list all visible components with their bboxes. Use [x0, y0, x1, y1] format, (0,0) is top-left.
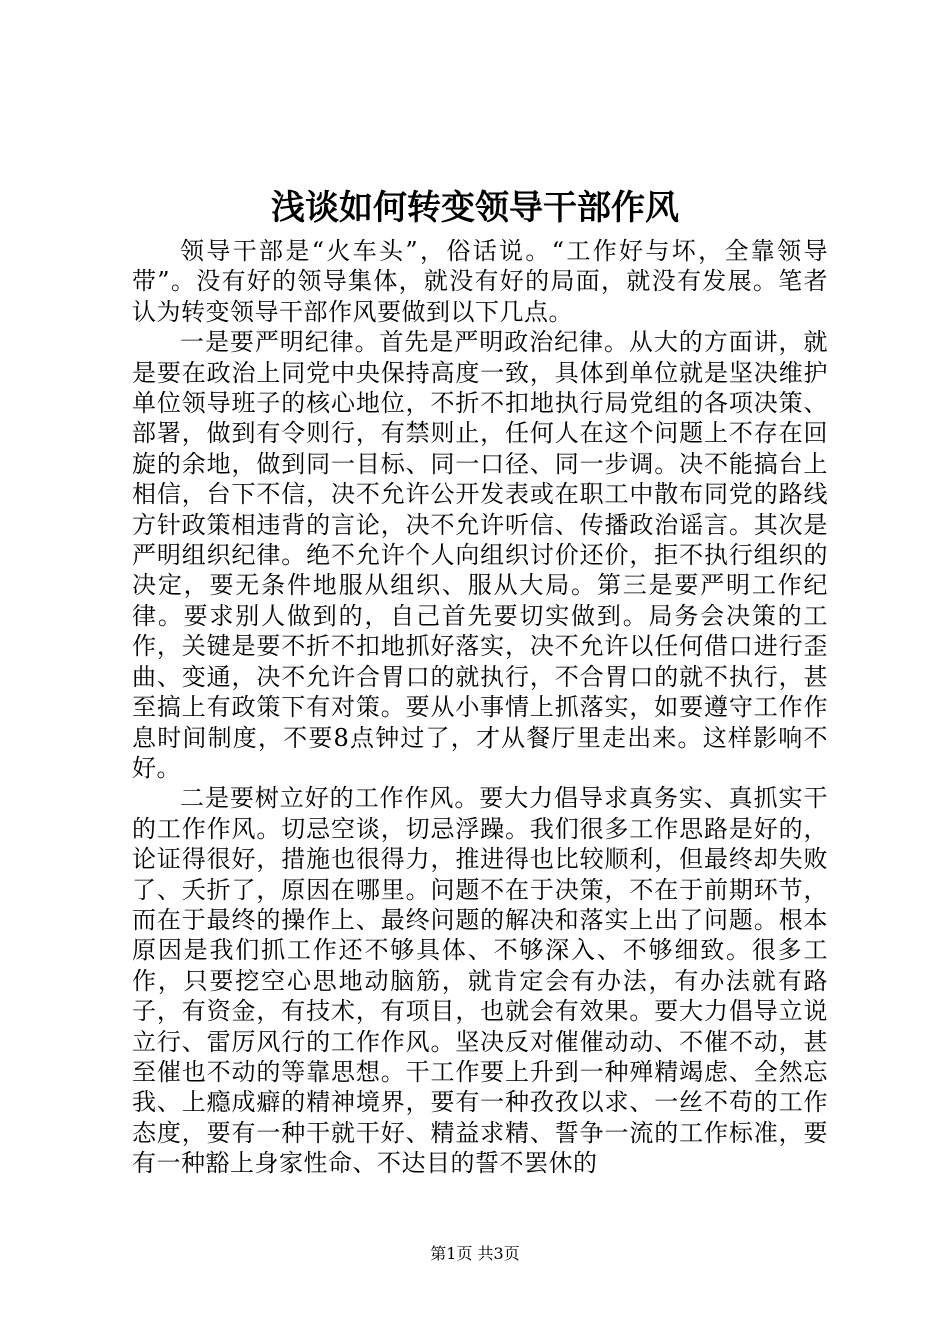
paragraph-work-style: 二是要树立好的工作作风。要大力倡导求真务实、真抓实干的工作作风。切忌空谈，切忌浮躁。我们很多工作思路是好的，论证得很好，措施也很得力，推进得也比较顺利，但最终却失败了、夭折了，原因在哪里。问题不在于决策，不在于前期环节，而在于最终的操作上、最终问题的解决和落实上出了问题。根本原因是我们抓工作还不够具体、不够深入、不够细致。很多工作，只要挖空心思地动脑筋，就肯定会有办法，有办法就有路子，有资金，有技术，有项目，也就会有效果。要大力倡导立说立行、雷厉风行的工作作风。坚决反对催催动动、不催不动，甚至催也不动的等靠思想。干工作要上升到一种殚精竭虑、全然忘我、上瘾成癖的精神境界，要有一种孜孜以求、一丝不苟的工作态度，要有一种干就干好、精益求精、誓争一流的工作标准，要有一种豁上身家性命、不达目的誓不罢休的: [132, 784, 828, 1178]
page-number-footer: 第1页 共3页: [430, 1244, 520, 1263]
paragraph-intro: 领导干部是“火车头”，俗话说。“工作好与坏，全靠领导带”。没有好的领导集体，就没有好的局面，就没有发展。笔者认为转变领导干部作风要做到以下几点。: [132, 237, 828, 326]
page-title: 浅谈如何转变领导干部作风: [271, 188, 679, 228]
document-body: [132, 236, 828, 1179]
paragraph-discipline: 一是要严明纪律。首先是严明政治纪律。从大的方面讲，就是要在政治上同党中央保持高度一致，具体到单位就是坚决维护单位领导班子的核心地位，不折不扣地执行局党组的各项决策、部署，做到有令则行，有禁则止，任何人在这个问题上不存在回旋的余地，做到同一目标、同一口径、同一步调。决不能搞台上相信，台下不信，决不允许公开发表或在职工中散布同党的路线方针政策相违背的言论，决不允许听信、传播政治谣言。其次是严明组织纪律。绝不允许个人向组织讨价还价，拒不执行组织的决定，要无条件地服从组织、服从大局。第三是要严明工作纪律。要求别人做到的，自己首先要切实做到。局务会决策的工作，关键是要不折不扣地抓好落实，决不允许以任何借口进行歪曲、变通，决不允许合胃口的就执行，不合胃口的就不执行，甚至搞上有政策下有对策。要从小事情上抓落实，如要遵守工作作息时间制度，不要8点钟过了，才从餐厅里走出来。这样影响不好。: [132, 328, 828, 782]
